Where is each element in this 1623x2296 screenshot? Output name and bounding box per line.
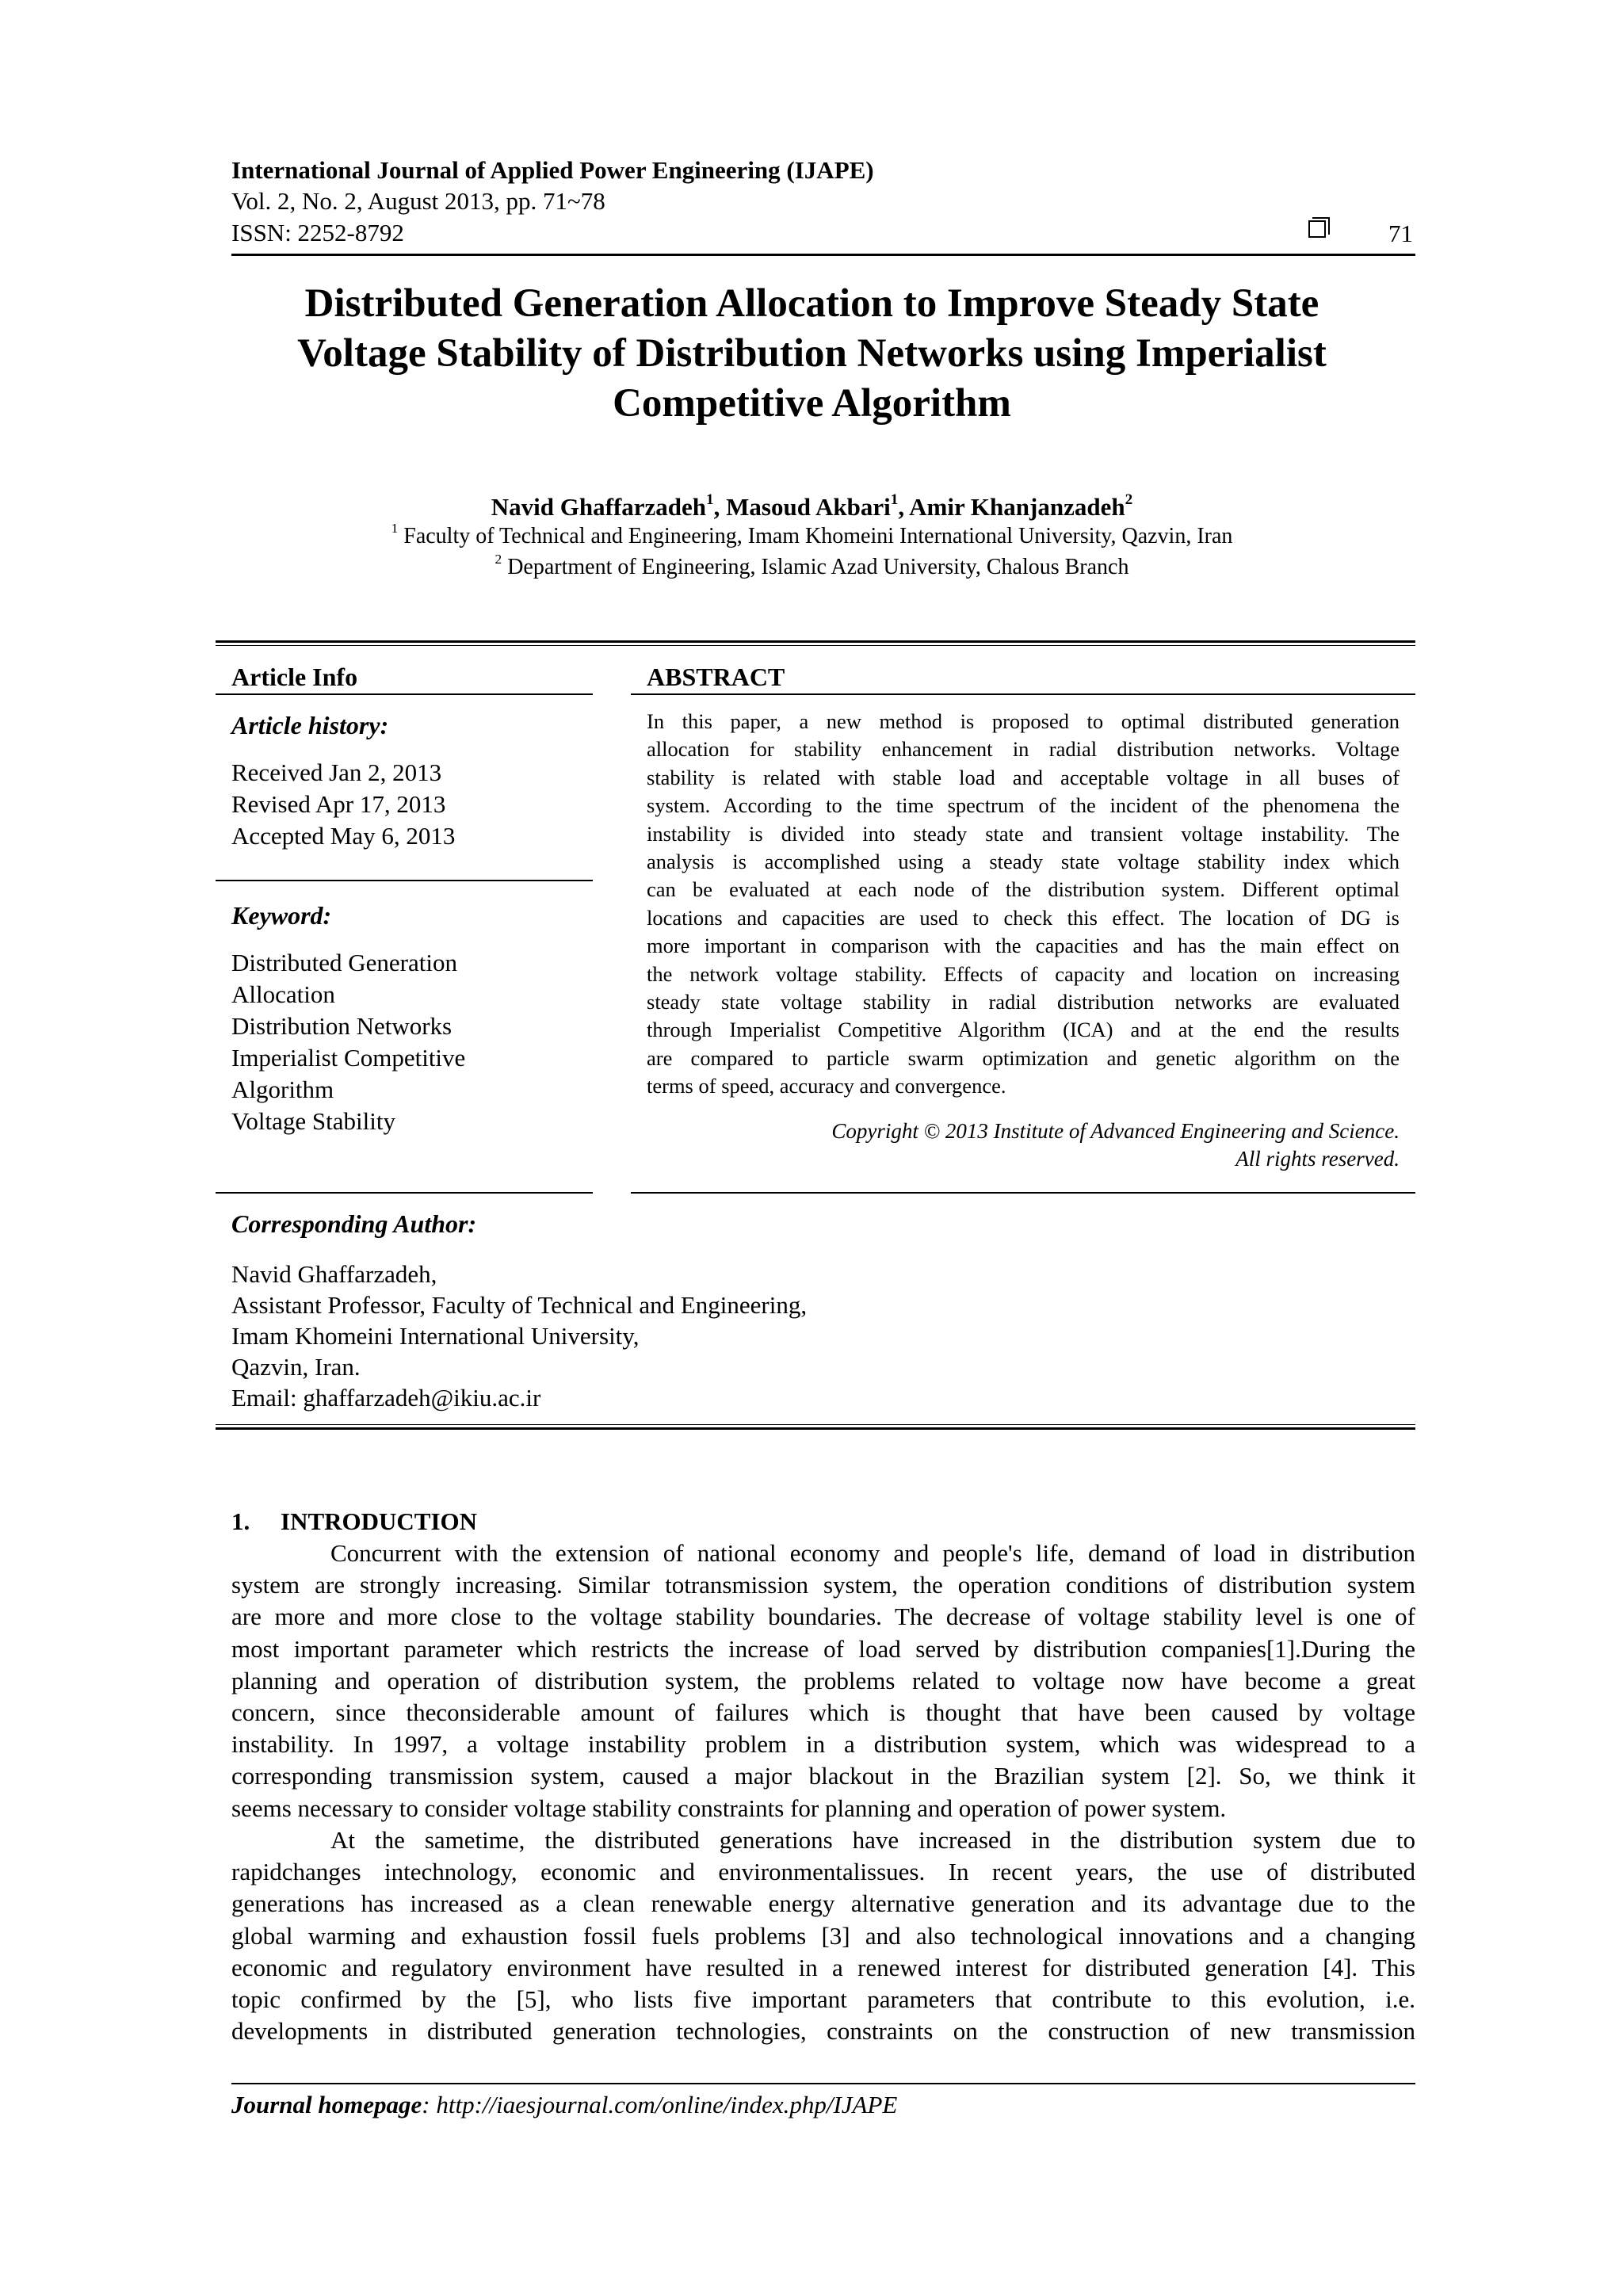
page-box-icon xyxy=(1308,220,1326,238)
title-line: Competitive Algorithm xyxy=(613,381,1011,426)
paragraph-line: At the sametime, the distributed generations have increased in the distribution system due to xyxy=(330,1826,1415,1854)
abstract-line: In this paper, a new method is proposed to optimal distributed generation xyxy=(647,709,1400,733)
info-bottom-rule-thin xyxy=(216,1424,1415,1425)
abstract-bottom-rule xyxy=(631,1192,1415,1194)
keyword-item: Voltage Stability xyxy=(231,1107,395,1135)
paragraph-line: rapidchanges intechnology, economic and environmentalissues. In recent years, the use of distributed xyxy=(231,1858,1415,1886)
author-affil-mark: 2 xyxy=(1125,491,1133,508)
abstract-heading: ABSTRACT xyxy=(647,663,785,691)
author-name: Amir Khanjanzadeh xyxy=(909,493,1125,521)
abstract-line: are compared to particle swarm optimization and genetic algorithm on the xyxy=(647,1045,1400,1070)
corresponding-author-line: Qazvin, Iran. xyxy=(231,1353,361,1381)
abstract-line: terms of speed, accuracy and convergence. xyxy=(647,1074,1006,1098)
journal-homepage xyxy=(231,2089,897,2121)
copyright-line: All rights reserved. xyxy=(1235,1147,1400,1171)
author-affil-mark: 1 xyxy=(890,491,899,508)
paragraph-line: seems necessary to consider voltage stability constraints for planning and operation of power system. xyxy=(231,1794,1227,1822)
affil-text: Faculty of Technical and Engineering, Imam Khomeini International University, Qazvin, Iran xyxy=(398,524,1233,548)
paragraph-line: global warming and exhaustion fossil fuels problems [3] and also technological innovations and a changing xyxy=(231,1921,1415,1950)
keyword-rule xyxy=(216,1192,593,1194)
abstract-line: system. According to the time spectrum of the incident of the phenomena the xyxy=(647,793,1400,818)
abstract-line: locations and capacities are used to check this effect. The location of DG is xyxy=(647,905,1400,930)
info-top-rule-thin xyxy=(216,645,1415,646)
author-name: Navid Ghaffarzadeh xyxy=(491,493,707,521)
abstract-line: instability is divided into steady state and transient voltage instability. The xyxy=(647,821,1400,846)
keyword-item: Imperialist Competitive xyxy=(231,1044,466,1072)
paragraph-line: topic confirmed by the [5], who lists five important parameters that contribute to this evolution, i.e. xyxy=(231,1985,1415,2014)
paragraph-line: most important parameter which restricts the increase of load served by distribution companies[1].During the xyxy=(231,1634,1415,1663)
history-item: Accepted May 6, 2013 xyxy=(231,822,456,850)
keyword-item: Algorithm xyxy=(231,1075,334,1103)
info-top-rule xyxy=(216,640,1415,643)
issn-line: ISSN: 2252-8792 xyxy=(231,219,404,246)
title-line: Voltage Stability of Distribution Networks using Imperialist xyxy=(297,331,1327,376)
affil-mark: 1 xyxy=(391,521,399,537)
paragraph-line: are more and more close to the voltage stability boundaries. The decrease of voltage stability level is one of xyxy=(231,1603,1415,1631)
affil-text: Department of Engineering, Islamic Azad University, Chalous Branch xyxy=(502,555,1129,579)
keyword-item: Allocation xyxy=(231,980,335,1008)
abstract-rule xyxy=(631,693,1415,695)
affiliation xyxy=(190,521,1434,552)
title-line: Distributed Generation Allocation to Improve Steady State xyxy=(304,281,1319,326)
paragraph-line: concern, since theconsiderable amount of failures which is thought that have been caused by voltage xyxy=(231,1698,1415,1727)
abstract-line: more important in comparison with the capacities and has the main effect on xyxy=(647,934,1400,958)
journal-name: International Journal of Applied Power Engineering (IJAPE) xyxy=(231,156,874,184)
author-name: Masoud Akbari xyxy=(726,493,891,521)
abstract-line: can be evaluated at each node of the distribution system. Different optimal xyxy=(647,877,1400,902)
corresponding-author-email: Email: ghaffarzadeh@ikiu.ac.ir xyxy=(231,1384,541,1412)
page-number: 71 xyxy=(1388,220,1413,247)
author-affil-mark: 1 xyxy=(706,491,714,508)
author-separator: , xyxy=(898,493,910,521)
paragraph-line: generations has increased as a clean renewable energy alternative generation and its advantage due to the xyxy=(231,1889,1415,1918)
keyword-item: Distribution Networks xyxy=(231,1012,453,1040)
paragraph-line: corresponding transmission system, caused a major blackout in the Brazilian system [2]. So, we think it xyxy=(231,1762,1415,1790)
corresponding-author-line: Navid Ghaffarzadeh, xyxy=(231,1260,437,1288)
corresponding-author-line: Imam Khomeini International University, xyxy=(231,1322,640,1350)
history-heading: Article history: xyxy=(231,711,389,739)
history-item: Received Jan 2, 2013 xyxy=(231,758,442,786)
abstract-line: analysis is accomplished using a steady state voltage stability index which xyxy=(647,850,1400,874)
copyright-notice xyxy=(647,1117,1400,1173)
paragraph-line: system are strongly increasing. Similar totransmission system, the operation conditions of distribution system xyxy=(231,1571,1415,1599)
article-info-rule xyxy=(216,693,593,695)
keyword-heading: Keyword: xyxy=(231,901,332,930)
history-item: Revised Apr 17, 2013 xyxy=(231,790,446,818)
paper-title xyxy=(190,279,1434,429)
affiliation xyxy=(190,552,1434,583)
paragraph-line: instability. In 1997, a voltage instability problem in a distribution system, which was widespread to a xyxy=(231,1730,1415,1759)
abstract-line: allocation for stability enhancement in radial distribution networks. Voltage xyxy=(647,737,1400,762)
homepage-label: Journal homepage xyxy=(231,2091,422,2118)
article-info-heading: Article Info xyxy=(231,663,358,691)
abstract-line: the network voltage stability. Effects of capacity and location on increasing xyxy=(647,961,1400,986)
corresponding-author-heading: Corresponding Author: xyxy=(231,1209,477,1238)
author-list xyxy=(190,492,1434,522)
introduction-heading: 1. INTRODUCTION xyxy=(231,1507,478,1535)
affil-mark: 2 xyxy=(495,552,502,567)
copyright-line: Copyright © 2013 Institute of Advanced Engineering and Science. xyxy=(831,1119,1400,1143)
introduction-paragraph xyxy=(231,1538,1415,1824)
paragraph-line: planning and operation of distribution system, the problems related to voltage now have become a great xyxy=(231,1666,1415,1694)
history-rule xyxy=(216,880,593,881)
paragraph-line: economic and regulatory environment have resulted in a renewed interest for distributed generation [4]. This xyxy=(231,1953,1415,1981)
paragraph-line: developments in distributed generation technologies, constraints on the construction of new transmission xyxy=(231,2017,1415,2046)
corresponding-author-line: Assistant Professor, Faculty of Technical and Engineering, xyxy=(231,1291,808,1319)
paragraph-line: Concurrent with the extension of national economy and people's life, demand of load in distribution xyxy=(330,1539,1415,1567)
volume-line: Vol. 2, No. 2, August 2013, pp. 71~78 xyxy=(231,187,605,215)
abstract-line: through Imperialist Competitive Algorithm (ICA) and at the end the results xyxy=(647,1018,1400,1042)
abstract-body xyxy=(647,708,1400,1101)
header-rule xyxy=(231,254,1415,256)
info-bottom-rule xyxy=(216,1427,1415,1430)
author-separator: , xyxy=(713,493,727,521)
homepage-url[interactable]: : http://iaesjournal.com/online/index.php/IJAPE xyxy=(422,2091,898,2118)
keyword-item: Distributed Generation xyxy=(231,949,457,976)
abstract-line: stability is related with stable load and acceptable voltage in all buses of xyxy=(647,765,1400,789)
abstract-line: steady state voltage stability in radial distribution networks are evaluated xyxy=(647,990,1400,1014)
footer-rule xyxy=(231,2083,1415,2084)
introduction-paragraph xyxy=(231,1824,1415,2047)
